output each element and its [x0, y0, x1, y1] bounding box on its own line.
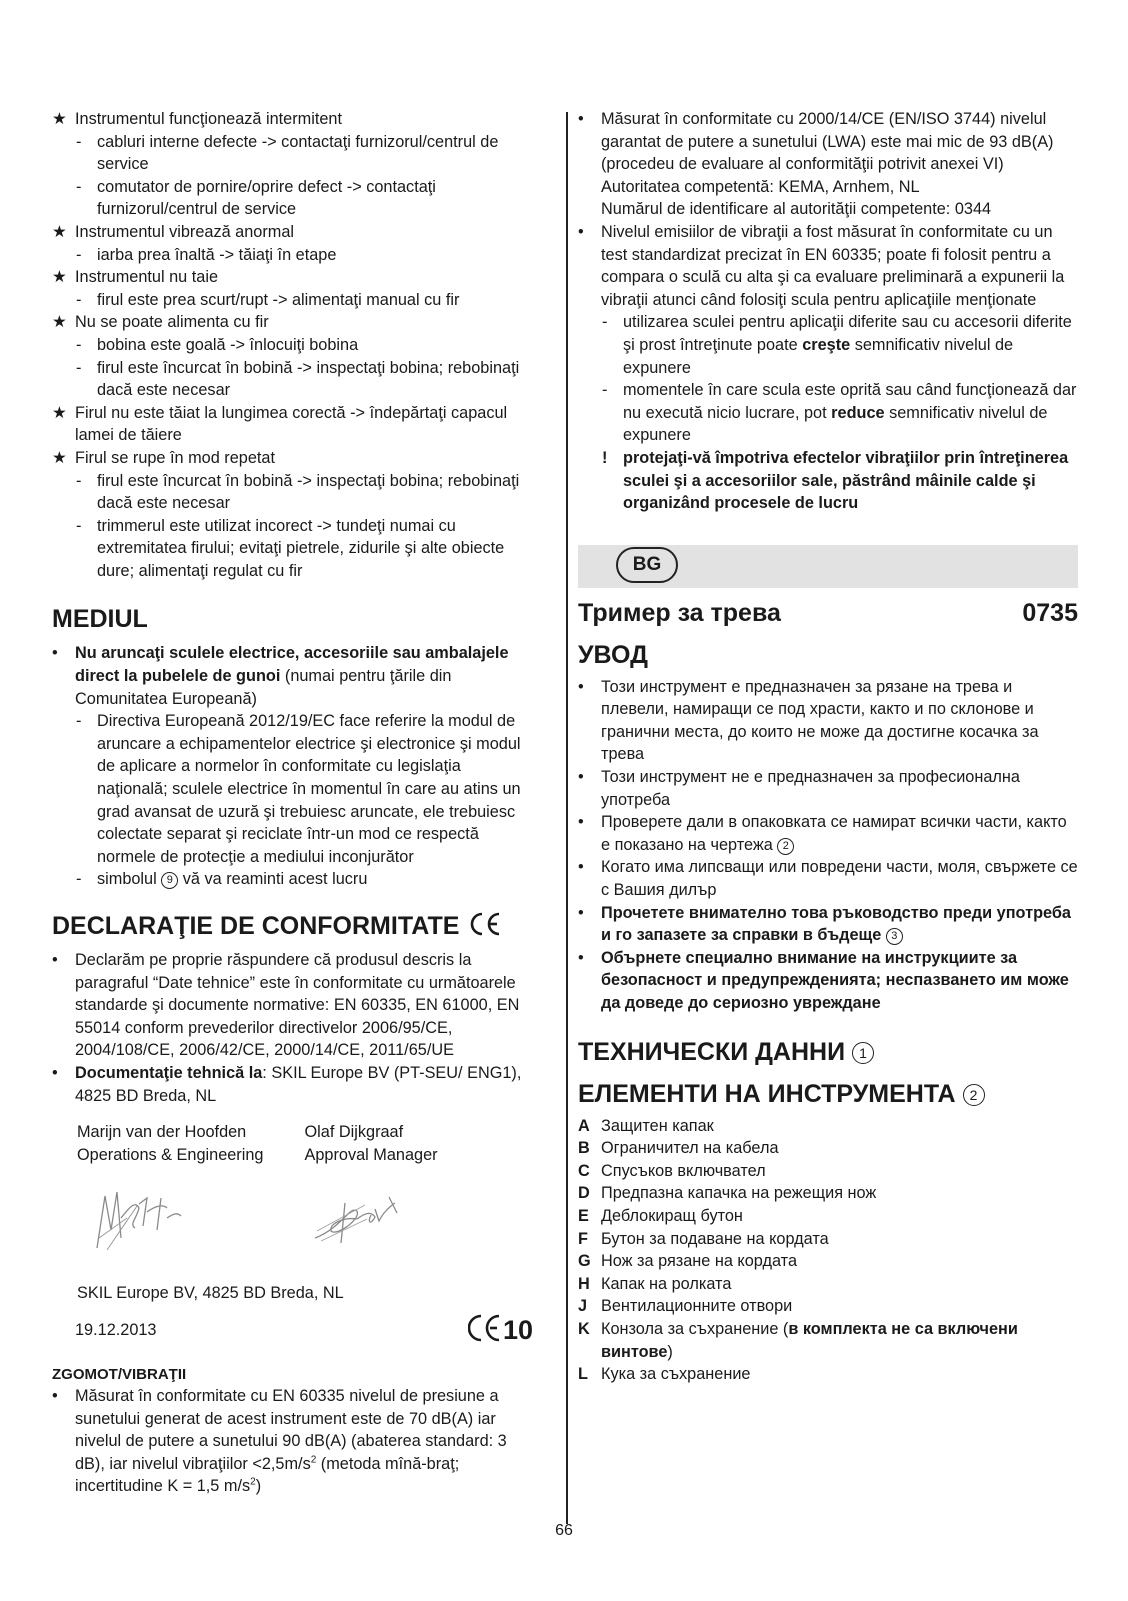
item-label: H: [578, 1274, 590, 1293]
item-label: E: [578, 1206, 589, 1225]
list-marker: -: [76, 245, 82, 264]
list-marker: -: [602, 381, 608, 400]
list-item: [75, 710, 532, 868]
section-title-uvod: УВОД: [578, 640, 648, 669]
list-marker: -: [76, 712, 82, 731]
noise-vibration-list: [578, 108, 1078, 515]
section-title-declaratie: DECLARAŢIE DE CONFORMITATE: [52, 911, 532, 941]
item-text: Instrumentul funcţionează intermitent: [75, 110, 342, 128]
item-text: ): [667, 1342, 673, 1361]
list-marker: -: [76, 177, 82, 196]
right-column: [578, 108, 1078, 1386]
item-text: simbolul: [97, 870, 162, 889]
list-marker: ★: [52, 222, 67, 241]
list-marker: ★: [52, 268, 67, 287]
item-text: (numai pentru ţările din Comunitatea Europeană): [75, 667, 452, 708]
company-address: SKIL Europe BV, 4825 BD Breda, NL: [77, 1284, 344, 1303]
declaration-date: 19.12.2013: [75, 1320, 157, 1339]
list-item: [578, 198, 1078, 221]
list-marker: •: [578, 903, 584, 922]
list-item: [578, 856, 1078, 901]
item-text: Nivelul emisiilor de vibraţii a fost măsurat în conformitate cu un test standardizat precizat în EN 60335; poate fi folosit pentru a compara o sculă cu alta şi ca evaluare preliminară a expunerii la vibraţii atunci când folosiţi scula pentru aplicaţiile menţionate: [601, 222, 1065, 309]
list-item: [578, 1363, 1078, 1386]
environment-list: [52, 642, 532, 891]
list-item: [75, 357, 532, 402]
item-text: firul este încurcat în bobină -> inspectaţi bobina; rebobinaţi dacă este necesar: [97, 358, 520, 400]
item-text: Защитен капак: [601, 1116, 714, 1135]
item-text: Instrumentul nu taie: [75, 268, 218, 287]
list-item: [578, 811, 1078, 856]
language-badge: BG: [616, 547, 678, 583]
list-item: [578, 1205, 1078, 1228]
item-text: Деблокиращ бутон: [601, 1206, 743, 1225]
date-row: [75, 1313, 532, 1345]
list-item: [75, 176, 532, 221]
list-marker: •: [52, 644, 58, 663]
item-text: Обърнете специално внимание на инструкциите за безопасност и предупрежденията; неспазването им може да доведе до сериозно увреждане: [601, 948, 1069, 1012]
product-title: Тример за трева: [578, 598, 781, 627]
list-item: [52, 108, 532, 131]
item-text: vă va reaminti acest lucru: [178, 870, 368, 889]
figure-ref: 3: [886, 928, 903, 945]
item-text: : SKIL Europe BV (PT-SEU/ ENG1), 4825 BD Breda, NL: [75, 1063, 522, 1105]
list-marker: •: [52, 1063, 58, 1082]
item-text: Nu aruncaţi sculele electrice, accesoriile sau ambalajele direct la pubelele de gunoi: [75, 644, 509, 686]
list-item: [75, 515, 532, 583]
list-item: [578, 1318, 1078, 1363]
noise-list: [52, 1385, 532, 1498]
list-marker: •: [578, 110, 584, 128]
list-item: [52, 1062, 532, 1107]
item-text: momentele în care scula este oprită sau când funcţionează dar nu execută nicio lucrare, pot: [623, 381, 1077, 422]
ce-mark-icon: [468, 911, 502, 937]
list-marker: •: [578, 677, 584, 696]
item-text: creşte: [802, 335, 851, 354]
figure-ref: 2: [777, 838, 794, 855]
list-item: [578, 1295, 1078, 1318]
list-item: [578, 176, 1078, 199]
list-marker: ★: [52, 110, 67, 128]
list-marker: ★: [52, 403, 67, 422]
list-item: [578, 1160, 1078, 1183]
list-item: [601, 311, 1078, 379]
item-text: cabluri interne defecte -> contactaţi furnizorul/centrul de service: [97, 132, 499, 174]
item-text: Този инструмент не е предназначен за професионална употреба: [601, 768, 1020, 809]
list-item: [52, 447, 532, 470]
list-item: [75, 289, 532, 312]
figure-ref: 9: [161, 872, 178, 889]
item-text: Бутон за подаване на кордата: [601, 1229, 829, 1248]
list-marker: -: [76, 471, 82, 490]
list-item: [578, 1228, 1078, 1251]
list-item: [52, 949, 532, 1062]
list-item: [75, 244, 532, 267]
item-text: Когато има липсващи или повредени части, моля, свържете се с Вашия дилър: [601, 858, 1078, 900]
list-item: [52, 221, 532, 244]
item-label: F: [578, 1229, 588, 1248]
item-text: (metoda mînă-braţ; incertitudine K = 1,5 m/s: [75, 1454, 460, 1496]
item-text: Този инструмент е предназначен за рязане на трева и плевели, намиращи се под храсти, както и по склонове и гранични места, до които не може да достигне косачка за трева: [601, 677, 1039, 764]
item-text: semnificativ nivelul de expunere: [623, 335, 1014, 377]
item-text: semnificativ nivelul de expunere: [623, 403, 1048, 445]
list-item: [578, 1182, 1078, 1205]
item-text: protejaţi-vă împotriva efectelor vibraţiilor prin întreţinerea sculei şi a accesoriilor sale, păstrând mâinile calde şi organizând procesele de lucru: [623, 448, 1069, 513]
list-item: [52, 266, 532, 289]
list-marker: •: [578, 222, 584, 241]
item-text: Спусъков включвател: [601, 1161, 766, 1180]
item-text: bobina este goală -> înlocuiţi bobina: [97, 335, 359, 354]
item-text: Firul se rupe în mod repetat: [75, 448, 275, 467]
list-item: [75, 334, 532, 357]
item-text: Autoritatea competentă: KEMA, Arnhem, NL: [601, 177, 920, 196]
list-item: [578, 947, 1078, 1015]
list-marker: •: [52, 1386, 58, 1405]
list-marker: -: [76, 132, 82, 151]
section-title-tech-data: ТЕХНИЧЕСКИ ДАННИ 1: [578, 1037, 1078, 1067]
item-label: J: [578, 1297, 588, 1316]
item-text: ): [255, 1477, 262, 1496]
item-text: Кука за съхранение: [601, 1365, 751, 1384]
list-item: [578, 1137, 1078, 1160]
list-item: [578, 1250, 1078, 1273]
list-item: [52, 642, 532, 710]
elements-list: [578, 1115, 1078, 1386]
section-title-mediul: MEDIUL: [52, 605, 148, 634]
list-marker: ★: [52, 448, 67, 467]
item-text: Declarăm pe proprie răspundere că produsul descris la paragraful “Date tehnice” este în conformitate cu următoarele standarde şi documente normative: EN 60335, EN 61000, EN 55014 conform prevederilor directivelor 2006/95/CE, 2004/108/CE, 2006/42/CE, 2000/14/CE, 2011/65/UE: [75, 951, 520, 1060]
ce10-mark-icon: [468, 1313, 540, 1343]
item-label: C: [578, 1161, 590, 1180]
svg-text:10: 10: [503, 1314, 534, 1343]
product-code: 0735: [1022, 598, 1078, 627]
item-text: Numărul de identificare al autorităţii competente: 0344: [601, 200, 992, 219]
list-item: [578, 221, 1078, 311]
section-title-zgomot: ZGOMOT/VIBRAŢII: [52, 1365, 187, 1383]
item-text: Нож за рязане на кордата: [601, 1252, 798, 1271]
item-label: A: [578, 1116, 590, 1135]
figure-ref-2: 2: [963, 1084, 985, 1106]
list-marker: -: [76, 290, 82, 309]
item-text: utilizarea sculei pentru aplicaţii diferite sau cu accesorii diferite şi prost întreţinute poate: [623, 313, 1072, 354]
signatories: [77, 1121, 532, 1166]
list-marker: •: [578, 858, 584, 877]
signature-images: [77, 1166, 532, 1276]
item-text: firul este încurcat în bobină -> inspectaţi bobina; rebobinaţi dacă este necesar: [97, 471, 520, 513]
item-text: reduce: [831, 403, 885, 422]
troubleshooting-list: [52, 108, 532, 582]
item-text: Предпазна капачка на режещия нож: [601, 1184, 877, 1203]
declaration-list: [52, 949, 532, 1107]
item-label: D: [578, 1184, 590, 1203]
signature-2-image: [305, 1183, 415, 1253]
item-text: Конзола за съхранение (: [601, 1319, 789, 1338]
list-item: [578, 1115, 1078, 1138]
column-divider: [566, 112, 568, 1524]
item-text: iarba prea înaltă -> tăiaţi în etape: [97, 245, 337, 264]
list-item: [578, 902, 1078, 947]
list-item: [52, 311, 532, 334]
item-text: Măsurat în conformitate cu EN 60335 nivelul de presiune a sunetului generat de acest instrument este de 70 dB(A) iar nivelul de putere a sunetului 90 dB(A) (abaterea standard: 3 dB), iar nivelul vibraţiilor <2,5m/s: [75, 1386, 507, 1473]
item-text: Капак на ролката: [601, 1274, 732, 1293]
list-item: [52, 402, 532, 447]
language-bar: [578, 545, 1078, 588]
list-item: [578, 676, 1078, 766]
list-item: [601, 447, 1078, 515]
item-text: Ограничител на кабела: [601, 1139, 779, 1158]
item-text: Вентилационните отвори: [601, 1297, 793, 1316]
item-label: K: [578, 1319, 590, 1338]
list-marker: -: [76, 358, 82, 377]
left-column: [52, 108, 532, 1498]
item-text: Nu se poate alimenta cu fir: [75, 313, 269, 332]
item-text: comutator de pornire/oprire defect -> contactaţi furnizorul/centrul de service: [97, 177, 436, 219]
item-label: G: [578, 1252, 591, 1271]
item-label: L: [578, 1365, 588, 1384]
superscript: 2: [250, 1476, 256, 1488]
list-marker: •: [578, 948, 584, 967]
section-title-elements: ЕЛЕМЕНТИ НА ИНСТРУМЕНТА 2: [578, 1079, 1078, 1109]
item-text: Проверете дали в опаковката се намират всички части, както е показано на чертежа: [601, 813, 1067, 854]
item-text: в комплекта не са включени винтове: [601, 1319, 1018, 1361]
intro-list: [578, 676, 1078, 1015]
list-marker: -: [602, 313, 608, 332]
figure-ref-1: 1: [852, 1042, 874, 1064]
list-marker: -: [76, 870, 82, 889]
list-marker: •: [578, 768, 584, 787]
item-label: B: [578, 1139, 590, 1158]
page-number: 66: [555, 1522, 573, 1539]
signatory-2: Olaf Dijkgraaf Approval Manager: [304, 1123, 438, 1164]
item-text: firul este prea scurt/rupt -> alimentaţi manual cu fir: [97, 290, 460, 309]
signatory-1: Marijn van der Hoofden Operations & Engineering: [77, 1123, 264, 1164]
list-item: [578, 1273, 1078, 1296]
item-text: Documentaţie tehnică la: [75, 1063, 263, 1082]
superscript: 2: [310, 1454, 317, 1466]
list-marker: •: [578, 813, 584, 832]
list-item: [601, 379, 1078, 447]
list-marker: ★: [52, 313, 67, 332]
item-text: Instrumentul vibrează anormal: [75, 222, 294, 241]
item-text: Firul nu este tăiat la lungimea corectă -> îndepărtaţi capacul lamei de tăiere: [75, 403, 508, 445]
list-marker: -: [76, 335, 82, 354]
item-text: trimmerul este utilizat incorect -> tundeţi numai cu extremitatea firului; evitaţi pietrele, zidurile şi alte obiecte dure; alimentaţi regulat cu fir: [97, 516, 505, 580]
list-item: [578, 108, 1078, 176]
product-title-row: [578, 598, 1078, 628]
list-item: [75, 470, 532, 515]
list-item: [578, 766, 1078, 811]
list-marker: !: [602, 448, 608, 467]
signature-1-image: [77, 1178, 197, 1258]
item-text: Прочетете внимателно това ръководство преди употреба и го запазете за справки в бъдеще: [601, 903, 1071, 945]
item-text: Măsurat în conformitate cu 2000/14/CE (EN/ISO 3744) nivelul garantat de putere a sunetului (LWA) este mai mic de 93 dB(A) (procedeu de evaluare al conformităţii potrivit anexei VI): [601, 110, 1054, 174]
list-marker: -: [76, 516, 82, 535]
list-marker: •: [52, 951, 58, 969]
list-item: [52, 1385, 532, 1498]
list-item: [75, 868, 532, 891]
item-text: Directiva Europeană 2012/19/EC face referire la modul de aruncare a echipamentelor electrice şi electronice şi modul de aplicare a normelor în conformitate cu legislaţia naţională; sculele electrice în momentul în care au atins un grad avansat de uzură şi trebuiesc aruncate, ele trebuiesc colectate separat şi reciclate într-un mod ce respectă normele de protecţie a mediului inconjurător: [97, 712, 521, 866]
list-item: [75, 131, 532, 176]
